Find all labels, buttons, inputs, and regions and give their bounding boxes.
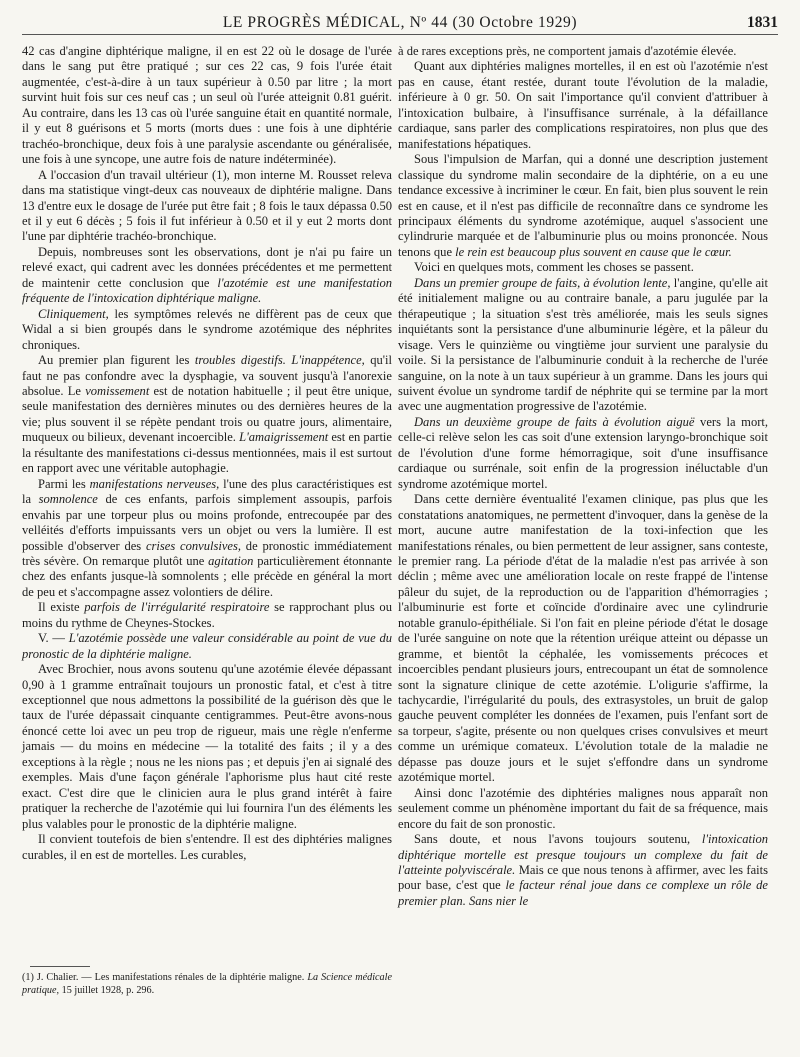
paragraph: A l'occasion d'un travail ultérieur (1), mon interne M. Rousset releva dans ma statistique vingt-deux cas nouveaux de diphtérie maligne. Dans 13 d'entre eux le dosage de l'urée put être fait ; 8 fois le taux dépassa 0.50 et il y eut 6 décès ; 5 fois il fut inférieur à 0.50 et il y eut 2 morts dont l'une par diphtérie trachéo-bronchique.	[22, 167, 392, 244]
paragraph: Parmi les manifestations nerveuses, l'une des plus caractéristiques est la somnolence de ces enfants, parfois simplement assoupis, parfois envahis par une torpeur plus ou moins profonde, entrecoupée par des velléités d'efforts impuissants vers un objet ou vers la lumière. Il est possible d'observer des crises convulsives, de pronostic immédiatement très sévère. On remarque plutôt une agitation particulièrement étonnante chez des enfants jusque-là somnolents ; elle précède en général la mort de peu et s'accompagne assez volontiers de délire.	[22, 476, 393, 599]
section-heading: V. — L'azotémie possède une valeur considérable au point de vue du pronostic de la diphtérie maligne.	[22, 631, 392, 661]
paragraph: Sous l'impulsion de Marfan, qui a donné une description justement classique du syndrome malin secondaire de la diphtérie, on a eu une tendance excessive à incriminer le cœur. En fait, bien plus souvent le rein est en cause, et il n'est pas difficile de reconnaître dans ce syndrome les principaux éléments du syndrome azotémique, auquel s'associent une cylindrurie marquée et de l'albuminurie plus ou moins prononcée. Nous tenons que le rein est beaucoup plus souvent en cause que le cœur.	[398, 152, 768, 259]
paragraph: Voici en quelques mots, comment les choses se passent.	[414, 260, 694, 275]
paragraph: Cliniquement, les symptômes relevés ne diffèrent pas de ceux que Widal a si bien groupés dans le syndrome azotémique des néphrites chroniques.	[22, 306, 392, 352]
header-rule	[22, 34, 778, 35]
journal-title: LE PROGRÈS MÉDICAL, Nº 44 (30 Octobre 1929)	[222, 14, 578, 31]
footnote: (1) J. Chalier. — Les manifestations rénales de la diphtérie maligne. La Science médicale pratique, 15 juillet 1928, p. 296.	[22, 972, 392, 996]
page-header	[22, 10, 778, 34]
paragraph: Sans doute, et nous l'avons toujours soutenu, l'intoxication diphtérique mortelle est presque toujours un complexe du fait de l'atteinte polyviscérale. Mais ce que nous tenons à affirmer, avec les faits pour base, c'est que le facteur rénal joue dans ce complexe un rôle de premier plan. Sans nier le	[398, 832, 768, 908]
paragraph: 42 cas d'angine diphtérique maligne, il en est 22 où le dosage de l'urée dans le sang put être pratiqué ; sur ces 22 cas, 9 fois l'urée était augmentée, c'est-à-dire à un taux supérieur à 0.50 par litre ; la mort survint huit fois sur ces neuf cas ; un seul où l'urée atteignit 0.81 guérit. Au contraire, dans les 13 cas où l'urée sanguine était en quantité normale, il y eut 8 guérisons et 5 morts (morts dues : une fois à une diphtérie trachéo-bronchique, deux fois à une paralysie ascendante ou généralisée, une fois à une syncope, une autre fois de nature indéterminée).	[22, 44, 392, 167]
right-column	[398, 44, 768, 909]
paragraph: Dans un premier groupe de faits, à évolution lente, l'angine, qu'elle ait été initialement maligne ou au contraire banale, a paru jugulée par la thérapeutique ; la situation s'est très améliorée, mais les seuls signes inquiétants sont la persistance d'une albuminurie légère, et la pâleur du visage. Vers le quinzième ou vingtième jour survient une paralysie du voile. Si la persistance de l'albuminurie conduit à la recherche de l'urée sanguine, on la note à un taux supérieur à un gramme. Dans les jours qui suivent évolue un syndrome tardif de néphrite qui se termine par la mort avec une augmentation progressive de l'azotémie.	[398, 275, 769, 414]
paragraph: Dans cette dernière éventualité l'examen clinique, pas plus que les constatations anatomiques, ne permettent d'invoquer, dans la genèse de la mort, aucune autre manifestation de la toxi-infection que les manifestations rénales, ou bien permettent de leur assigner, sans conteste, le premier rang. La période d'état de la maladie n'est pas arrivée à son déclin ; même avec une amélioration locale on reste frappé de l'intense pâleur du sujet, de la reproduction ou de l'apparition d'hémorragies ; l'albuminurie est forte et coïncide d'ordinaire avec une cylindrurie notable granulo-épithéliale. Si l'on fait en pleine période d'état le dosage de l'urée sanguine on note que la rétention uréique atteint ou dépasse un gramme, et bientôt la céphalée, les vomissements précoces et incoercibles pendant plusieurs jours, entrecoupant un état de somnolence sont la signature clinique de cette azotémie. L'oligurie s'affirme, la tachycardie, l'irrégularité du pouls, des extrasystoles, un bruit de galop gauche peuvent compléter les données de l'examen, puis l'enfant sort de sa torpeur, s'agite, présente ou non quelques crises convulsives et meurt comme un urémique comateux. L'évolution totale de la maladie ne dépasse pas douze jours et le sujet s'effondre dans un syndrome azotémique mortel.	[398, 492, 768, 785]
paragraph: Au premier plan figurent les troubles digestifs. L'inappétence, qu'il faut ne pas confondre avec la dysphagie, va souvent jusqu'à l'anorexie absolue. Le vomissement est de notation habituelle ; il peut être unique, seule manifestation des dernières minutes ou des dernières heures de la vie; plus souvent il se répète pendant trois ou quatre jours, alimentaire, muqueux ou bilieux, devenant incoercible. L'amaigrissement est en partie la résultante des manifestations ci-dessus mentionnées, mais il est surtout en rapport avec une véritable autophagie.	[22, 353, 393, 476]
paragraph: Il convient toutefois de bien s'entendre. Il est des diphtéries malignes curables, il en est de mortelles. Les curables,	[22, 832, 392, 862]
paragraph: Quant aux diphtéries malignes mortelles, il en est où l'azotémie n'est pas en cause, étant restée, durant toute l'évolution de la maladie, inférieure à 0 gr. 50. On sait l'importance qu'il convient d'attribuer à l'intoxication bulbaire, à l'insuffisance surrénale, à la défaillance cardiaque, sans parler des complications respiratoires, non plus que des manifestations hépatiques.	[398, 59, 768, 151]
paragraph: Il existe parfois de l'irrégularité respiratoire se rapprochant plus ou moins du rythme de Cheynes-Stockes.	[22, 600, 392, 630]
paragraph: à de rares exceptions près, ne comportent jamais d'azotémie élevée.	[398, 44, 737, 58]
paragraph: Depuis, nombreuses sont les observations, dont je n'ai pu faire un relevé exact, qui cadrent avec les données précédentes et me permettent de maintenir cette conclusion que l'azotémie est une manifestation fréquente de l'intoxication diphtérique maligne.	[22, 244, 393, 306]
paragraph: Dans un deuxième groupe de faits à évolution aiguë vers la mort, celle-ci relève selon les cas soit d'une extension laryngo-bronchique soit de l'évolution d'une forme hémorragique, soit d'une insuffisance cardiaque ou surrénale, soit enfin de la progression inéluctable d'un syndrome azotémique mortel.	[398, 414, 769, 491]
footnote-rule	[30, 966, 90, 967]
left-column	[22, 44, 392, 863]
page-number: 1831	[747, 14, 778, 31]
paragraph: Ainsi donc l'azotémie des diphtéries malignes nous apparaît non seulement comme un phénomène important du fait de sa fréquence, mais encore du fait de son pronostic.	[398, 785, 768, 831]
paragraph: Avec Brochier, nous avons soutenu qu'une azotémie élevée dépassant 0,90 à 1 gramme entraînait toujours un pronostic fatal, et c'est à titre exceptionnel que nous admettons la possibilité de la guérison dès que le taux de l'urée dépassait cinquante centigrammes. Peut-être avons-nous énoncé cette loi avec un peu trop de rigueur, mais une règle n'enferme jamais — du moins en médecine — la totalité des faits ; il y a des exceptions à la règle ; nous ne les nions pas ; et depuis j'en ai signalé des exemples. Mais d'une façon générale l'aphorisme plus haut cité reste exact. C'est dire que le clinicien aura le plus grand intérêt à faire pratiquer la recherche de l'azotémie qui lui fournira l'un des éléments les plus valables pour le pronostic de la diphtérie maligne.	[22, 662, 392, 831]
